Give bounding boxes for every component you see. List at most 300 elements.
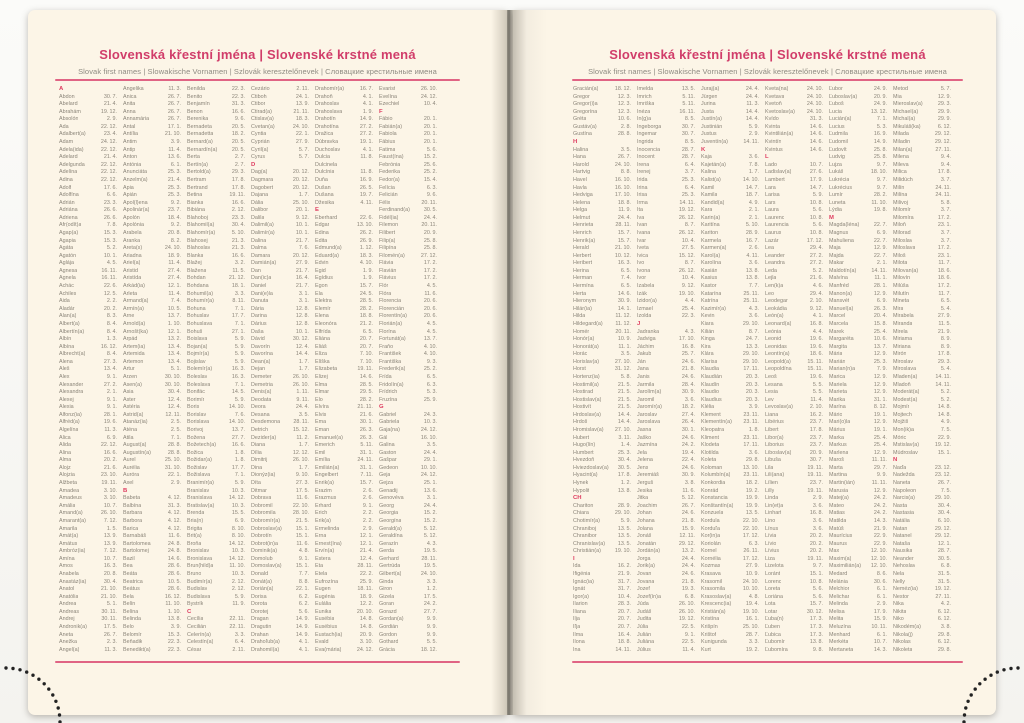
name-label: Anton [123, 154, 138, 161]
nameday-date: 13. 12. [870, 108, 887, 115]
name-entry [829, 579, 887, 587]
nameday-date: 14. 7. [809, 184, 823, 191]
name-entry [123, 495, 181, 503]
name-entry [893, 222, 951, 230]
nameday-date: 15. 5. [231, 510, 245, 517]
name-entry [829, 632, 887, 640]
name-entry [829, 427, 887, 435]
nameday-date: 30. 4. [937, 502, 951, 509]
name-label: Arleta [123, 290, 138, 297]
name-label: Erazmus [315, 495, 337, 502]
name-entry [829, 503, 887, 511]
name-entry [251, 632, 309, 640]
name-label: Anatólia [59, 593, 79, 600]
name-entry [637, 457, 695, 465]
nameday-date: 16. 8. [809, 320, 823, 327]
name-entry [251, 139, 309, 147]
nameday-date: 12. 11. [165, 411, 181, 418]
nameday-date: 27. 9. [295, 260, 309, 267]
name-entry [893, 465, 951, 473]
name-entry [187, 291, 245, 299]
name-entry [765, 510, 823, 518]
nameday-date: 12. 1. [167, 283, 181, 290]
name-entry [379, 601, 437, 609]
nameday-date: 16. 12. [100, 343, 117, 350]
name-entry [573, 503, 631, 511]
name-label: Nela [893, 571, 905, 577]
name-entry [315, 526, 373, 534]
nameday-date: 8. 2. [170, 237, 181, 244]
nameday-date: 25. 3. [681, 192, 695, 199]
nameday-date: 6. 12. [937, 616, 951, 623]
name-label: Adelard [59, 154, 78, 161]
name-label: Ľuboš [829, 101, 844, 108]
name-label: Ezechiel [379, 101, 400, 108]
name-label: Dan(ic)a [251, 275, 272, 282]
name-entry [315, 586, 373, 594]
nameday-date: 28. 8. [617, 131, 631, 138]
name-entry [123, 147, 181, 155]
name-entry [829, 389, 887, 397]
name-label: Konstancia [701, 495, 728, 502]
nameday-date: 10. 6. [873, 336, 887, 343]
name-entry [315, 101, 373, 109]
nameday-date: 26. 7. [167, 108, 181, 115]
name-label: Bernard(a) [187, 139, 213, 146]
name-label: Evald [315, 639, 329, 646]
name-label: Herina [573, 267, 589, 274]
name-entry [893, 283, 951, 291]
name-entry [123, 321, 181, 329]
nameday-date: 4. 12. [167, 525, 181, 532]
nameday-date: 20. 6. [423, 298, 437, 305]
name-entry [829, 450, 887, 458]
nameday-date: 15. 1. [295, 563, 309, 570]
nameday-date: 15. 1. [295, 533, 309, 540]
nameday-date: 24. 2. [873, 510, 887, 517]
name-label: Gregorína [573, 108, 598, 115]
name-entry [59, 215, 117, 223]
nameday-date: 1. 2. [620, 480, 631, 487]
diary-right-page [513, 10, 996, 715]
name-entry [573, 579, 631, 587]
name-label: Melita [829, 616, 844, 623]
nameday-date: 14. 11. [935, 373, 951, 380]
nameday-date: 22. 3. [231, 93, 245, 100]
nameday-date: 3. 1. [298, 298, 309, 305]
name-label: Deora [251, 404, 266, 411]
name-entry [315, 109, 373, 117]
name-label: Babeta [123, 495, 141, 502]
nameday-date: 5. 12. [681, 495, 695, 502]
nameday-date: 1. 4. [620, 442, 631, 449]
name-label: Edvin [315, 260, 329, 267]
name-entry [379, 215, 437, 223]
name-entry [701, 245, 759, 253]
name-label: Leoš [765, 373, 777, 380]
name-entry [701, 131, 759, 139]
nameday-date: 10. 1. [295, 222, 309, 229]
name-entry [315, 245, 373, 253]
name-entry [123, 162, 181, 170]
name-label: Milada [893, 131, 909, 138]
name-label: Ambróz(ia) [59, 548, 86, 555]
nameday-date: 5. 8. [940, 199, 951, 206]
name-entry [379, 465, 437, 473]
name-entry [701, 510, 759, 518]
name-entry [315, 268, 373, 276]
name-entry [379, 238, 437, 246]
nameday-date: 27. 9. [745, 563, 759, 570]
name-label: Júda [637, 601, 649, 608]
nameday-date: 15. 11. [807, 366, 823, 373]
name-entry [765, 556, 823, 564]
name-label: Agap(a) [59, 229, 79, 236]
nameday-date: 28. 2. [873, 192, 887, 199]
name-entry [379, 586, 437, 594]
name-label: Amand(a) [59, 510, 83, 517]
nameday-date: 22. 6. [359, 214, 373, 221]
nameday-date: 3. 5. [620, 146, 631, 153]
nameday-date: 16. 8. [809, 510, 823, 517]
name-entry [251, 359, 309, 367]
name-entry [59, 639, 117, 647]
name-entry [829, 306, 887, 314]
name-label: Milorad [893, 229, 911, 236]
name-label: Andrea [59, 601, 77, 608]
name-entry [701, 503, 759, 511]
nameday-date: 10. 8. [809, 199, 823, 206]
name-label: Klára [701, 351, 714, 358]
name-entry [187, 215, 245, 223]
name-label: Kolumbín(a) [701, 472, 731, 479]
name-entry [251, 351, 309, 359]
nameday-date: 27. 2. [809, 260, 823, 267]
name-label: Apolinár(a) [123, 207, 150, 214]
name-entry [187, 427, 245, 435]
nameday-date: 20. 12. [292, 169, 309, 176]
name-label: Ivan [637, 222, 648, 229]
name-entry [379, 101, 437, 109]
name-entry [701, 586, 759, 594]
nameday-date: 11. 6. [168, 533, 181, 540]
nameday-date: 24. 11. [935, 184, 951, 191]
nameday-date: 3. 5. [620, 351, 631, 358]
name-label: Areta(s) [123, 245, 143, 252]
nameday-date: 9. 10. [295, 472, 309, 479]
name-label: Jaroslava [637, 419, 661, 426]
name-entry [701, 351, 759, 359]
name-label: Celerín(a) [187, 631, 211, 638]
nameday-date: 14. 9. [873, 139, 887, 146]
nameday-date: 5. 9. [234, 358, 245, 365]
name-label: Mon(ik)a [893, 427, 914, 434]
nameday-date: 6. 5. [426, 373, 437, 380]
nameday-date: 2. 9. [748, 131, 759, 138]
nameday-date: 18. 9. [359, 593, 373, 600]
name-label: Nikolas [893, 639, 911, 646]
name-label: Kurt [701, 646, 711, 653]
nameday-date: 15. 3. [103, 237, 117, 244]
nameday-date: 5. 9. [620, 517, 631, 524]
nameday-date: 10. 7. [873, 639, 887, 646]
nameday-date: 3. 6. [748, 449, 759, 456]
name-label: Božidar(a) [187, 457, 212, 464]
name-label: Klaudín [701, 381, 720, 388]
name-label: Algelína [59, 427, 79, 434]
name-entry [123, 366, 181, 374]
nameday-date: 1. 12. [359, 245, 373, 252]
name-entry [765, 480, 823, 488]
name-entry [829, 169, 887, 177]
name-entry [59, 116, 117, 124]
name-entry [829, 601, 887, 609]
name-label: Beňadik [123, 639, 143, 646]
name-entry [637, 488, 695, 496]
name-entry [893, 533, 951, 541]
name-entry [123, 230, 181, 238]
name-label: Apol(l)ena [123, 199, 148, 206]
name-label: Juventín(a) [701, 139, 728, 146]
name-entry [829, 457, 887, 465]
nameday-date: 25. 8. [873, 146, 887, 153]
name-label: Bertrand [187, 184, 208, 191]
name-label: Karol(a) [701, 252, 721, 259]
nameday-date: 17. 6. [103, 184, 117, 191]
name-entry [59, 632, 117, 640]
nameday-date: 19. 4. [745, 601, 759, 608]
name-entry [573, 442, 631, 450]
nameday-date: 3. 8. [940, 624, 951, 631]
nameday-date: 30. 7. [681, 123, 695, 130]
name-label: Apolónia [123, 222, 144, 229]
name-label: Judita [637, 616, 652, 623]
name-label: Asia [123, 389, 134, 396]
nameday-date: 26. 7. [681, 502, 695, 509]
nameday-date: 2. 1. [748, 207, 759, 214]
name-label: Hilár(ia) [573, 305, 592, 312]
nameday-date: 2. 7. [234, 161, 245, 168]
nameday-date: 26. 5. [359, 184, 373, 191]
nameday-date: 7. 12. [103, 517, 117, 524]
name-entry [123, 397, 181, 405]
nameday-date: 9. 6. [234, 116, 245, 123]
nameday-date: 12. 4. [359, 555, 373, 562]
name-entry [637, 306, 695, 314]
name-entry [573, 480, 631, 488]
name-entry [701, 412, 759, 420]
name-label: Marusia [829, 487, 849, 494]
name-label: Evelína [379, 93, 397, 100]
nameday-date: 7. 6. [234, 411, 245, 418]
nameday-date: 10. 4. [617, 593, 631, 600]
name-entry [765, 412, 823, 420]
nameday-date: 4. 1. [298, 646, 309, 653]
name-label: Ida [573, 563, 581, 570]
name-label: Felicián [379, 192, 398, 199]
nameday-date: 19. 10. [678, 290, 695, 297]
nameday-date: 18. 2. [681, 404, 695, 411]
name-entry [893, 245, 951, 253]
name-entry [829, 116, 887, 124]
name-entry [637, 616, 695, 624]
nameday-date: 11. 12. [615, 313, 631, 320]
name-label: Apián [123, 192, 137, 199]
name-label: Bernadetta [187, 131, 214, 138]
nameday-date: 15. 9. [873, 616, 887, 623]
name-label: Jozef [637, 586, 650, 593]
name-entry [893, 647, 951, 655]
name-label: Jürgen [701, 93, 718, 100]
name-label: Nikita [893, 608, 907, 615]
nameday-date: 5. 6. [298, 608, 309, 615]
nameday-date: 14. 11. [743, 139, 759, 146]
name-entry [701, 632, 759, 640]
name-label: Amarant(a) [59, 517, 86, 524]
name-entry [893, 131, 951, 139]
nameday-date: 5. 6. [426, 146, 437, 153]
name-label: Georgia [379, 510, 399, 517]
name-label: Donald [251, 571, 269, 577]
name-entry [251, 579, 309, 587]
nameday-date: 14. 11. [679, 199, 695, 206]
name-entry [637, 548, 695, 556]
nameday-date: 23. 7. [809, 442, 823, 449]
name-entry [573, 412, 631, 420]
nameday-date: 9. 1. [106, 396, 117, 403]
name-entry [251, 86, 309, 94]
name-label: Filibert [379, 229, 396, 236]
name-label: Drahotína [315, 123, 339, 130]
nameday-date: 5. 9. [234, 343, 245, 350]
nameday-date: 24. 12. [100, 139, 117, 146]
name-label: Eulália [315, 601, 332, 608]
name-label: Dag(a) [251, 169, 268, 176]
name-entry [765, 389, 823, 397]
name-label: Mira [893, 305, 904, 312]
name-entry [765, 374, 823, 382]
nameday-date: 27. 5. [681, 245, 695, 252]
name-entry [315, 601, 373, 609]
name-entry [187, 344, 245, 352]
nameday-date: 5. 2. [106, 245, 117, 252]
nameday-date: 22. 11. [229, 616, 245, 623]
name-entry [59, 374, 117, 382]
name-entry [59, 298, 117, 306]
nameday-date: 11. 3. [168, 86, 181, 92]
name-label: Lívius [765, 548, 780, 555]
name-label: Damián(a) [251, 260, 277, 267]
name-entry [637, 200, 695, 208]
name-entry [573, 147, 631, 155]
name-entry [637, 230, 695, 238]
name-entry [573, 586, 631, 594]
name-entry [379, 177, 437, 185]
name-entry [59, 94, 117, 102]
name-entry [123, 298, 181, 306]
nameday-date: 6. 4. [684, 161, 695, 168]
nameday-date: 5. 7. [298, 146, 309, 153]
name-entry [315, 518, 373, 526]
name-entry [315, 162, 373, 170]
nameday-date: 1. 7. [298, 358, 309, 365]
nameday-date: 11. 6. [296, 540, 309, 547]
nameday-date: 11. 8. [360, 169, 373, 176]
name-entry [573, 488, 631, 496]
name-entry [251, 101, 309, 109]
name-label: Herald [573, 245, 589, 252]
name-entry [701, 162, 759, 170]
name-label: Artemon [123, 358, 144, 365]
name-entry [59, 253, 117, 261]
name-label: Imrich [637, 93, 652, 100]
name-entry [765, 548, 823, 556]
name-entry [701, 571, 759, 579]
name-label: Miranda [893, 320, 913, 327]
name-label: Ľudomil [829, 139, 848, 146]
name-entry [765, 329, 823, 337]
name-entry [893, 616, 951, 624]
name-entry [573, 275, 631, 283]
name-label: Ervín(a) [315, 548, 335, 555]
name-label: Milutín [893, 290, 909, 297]
nameday-date: 5. 12. [423, 525, 437, 532]
name-entry [315, 382, 373, 390]
name-entry [829, 109, 887, 117]
name-label: Manfréd [829, 283, 849, 290]
name-label: Kor(in)a [701, 533, 721, 540]
name-entry [59, 366, 117, 374]
nameday-date: 25. 11. [743, 290, 759, 297]
name-entry [573, 238, 631, 246]
section-letter [637, 321, 695, 329]
name-label: Nikodém(a) [893, 624, 921, 631]
name-label: Milúša [893, 283, 909, 290]
name-label: Izolda [637, 313, 652, 320]
name-label: Konrád [701, 487, 719, 494]
nameday-date: 15. 2. [423, 154, 437, 161]
nameday-date: 24. 6. [681, 464, 695, 471]
nameday-date: 17. 8. [617, 472, 631, 479]
name-label: Chranibor [573, 533, 597, 540]
section-letter [573, 139, 631, 147]
name-label: Alojz [59, 464, 71, 471]
name-label: Gordan(a) [379, 616, 404, 623]
name-label: Bonifác [187, 389, 205, 396]
name-entry [765, 275, 823, 283]
nameday-date: 5. 5. [812, 389, 823, 396]
nameday-date: 20. 11. [615, 328, 631, 335]
nameday-date: 14. 3. [873, 517, 887, 524]
name-label: Kamil [701, 184, 715, 191]
name-label: Matej(a) [829, 495, 849, 502]
nameday-date: 31. 1. [359, 449, 373, 456]
nameday-date: 12. 11. [679, 533, 695, 540]
name-label: Cyprián [251, 139, 270, 146]
name-entry [701, 533, 759, 541]
name-label: Ignát [573, 586, 585, 593]
name-label: Demetria [251, 381, 273, 388]
nameday-date: 2. 12. [231, 586, 245, 593]
nameday-date: 19. 11. [357, 366, 373, 373]
name-entry [573, 215, 631, 223]
name-label: Cyrus [251, 154, 266, 161]
name-label: Brit(a) [187, 533, 202, 540]
name-entry [573, 306, 631, 314]
name-entry [59, 495, 117, 503]
name-label: Hviezdoslav(a) [573, 464, 609, 471]
name-entry [637, 253, 695, 261]
